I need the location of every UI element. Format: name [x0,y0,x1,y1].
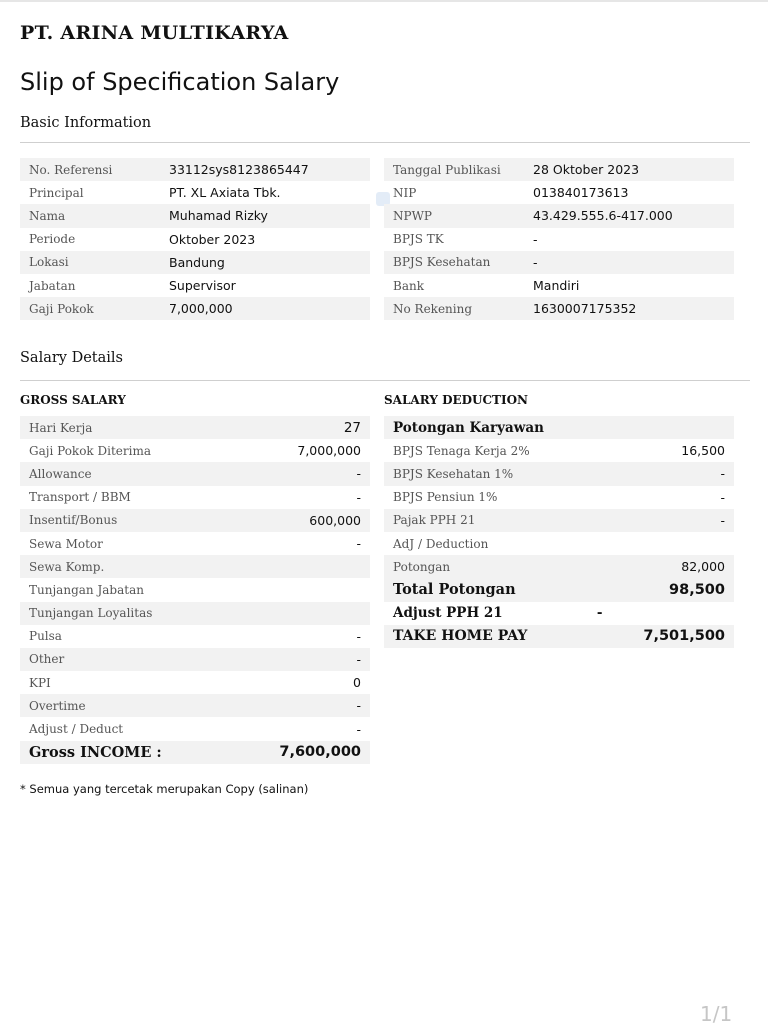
table-row: Transport / BBM - [29,489,361,505]
salary-details-heading: Salary Details [20,350,123,366]
basic-info-left-table [20,158,370,320]
take-home-pay-row: TAKE HOME PAY 7,501,500 [384,625,734,648]
gross-salary-table [20,416,370,764]
salary-deduction-heading: SALARY DEDUCTION [384,393,529,407]
table-row: BPJS TK - [393,231,538,247]
total-potongan-row: Total Potongan 98,500 [384,578,734,601]
table-row: BPJS Kesehatan - [384,251,734,274]
basic-info-divider [20,142,750,143]
table-row: Adjust / Deduct - [29,721,361,737]
table-row: Tunjangan Loyalitas [20,602,370,625]
page-indicator: 1/1 [700,1002,733,1026]
table-row: Allowance - [20,462,370,485]
gross-salary-heading: GROSS SALARY [20,393,126,407]
table-row: Sewa Komp. [20,555,370,578]
adjust-pph21-row: Adjust PPH 21 - [393,605,603,622]
gross-income-row: Gross INCOME : 7,600,000 [20,741,370,764]
copy-note: * Semua yang tercetak merupakan Copy (salinan) [20,782,309,796]
table-row: Sewa Motor - [29,536,361,552]
table-row: Nama Muhamad Rizky [20,204,370,227]
table-row: No. Referensi 33112sys8123865447 [20,158,370,181]
table-row: BPJS Pensiun 1% - [393,489,725,505]
potongan-karyawan-row: Potongan Karyawan [384,416,734,439]
table-row: Tunjangan Jabatan [29,582,144,597]
table-row: Tanggal Publikasi 28 Oktober 2023 [384,158,734,181]
table-row: Jabatan Supervisor [29,278,236,294]
table-row: Gaji Pokok 7,000,000 [20,297,370,320]
table-row: Bank Mandiri [393,278,580,294]
basic-info-right-table [384,158,734,320]
table-row: NPWP 43.429.555.6-417.000 [384,204,734,227]
table-row: Pajak PPH 21 - [384,509,734,532]
table-row: Periode Oktober 2023 [29,231,256,247]
table-row: KPI 0 [29,675,361,691]
salary-details-divider [20,380,750,381]
table-row: BPJS Kesehatan 1% - [384,462,734,485]
table-row: Principal PT. XL Axiata Tbk. [29,185,281,201]
table-row: Other - [20,648,370,671]
basic-info-heading: Basic Information [20,115,152,131]
page-title: Slip of Specification Salary [20,68,340,96]
table-row: Potongan 82,000 [384,555,734,578]
table-row: No Rekening 1630007175352 [384,297,734,320]
company-name: PT. ARINA MULTIKARYA [20,22,289,44]
table-row: Pulsa - [29,628,361,644]
table-row: NIP 013840173613 [393,185,629,201]
salary-deduction-table [384,416,734,648]
table-row: Lokasi Bandung [20,251,370,274]
table-row: Overtime - [20,694,370,717]
table-row: Insentif/Bonus 600,000 [20,509,370,532]
table-row: Hari Kerja 27 [20,416,370,439]
table-row: AdJ / Deduction [393,536,489,551]
table-row: BPJS Tenaga Kerja 2% 16,500 [393,443,725,459]
table-row: Gaji Pokok Diterima 7,000,000 [29,443,361,459]
top-border [0,0,768,2]
